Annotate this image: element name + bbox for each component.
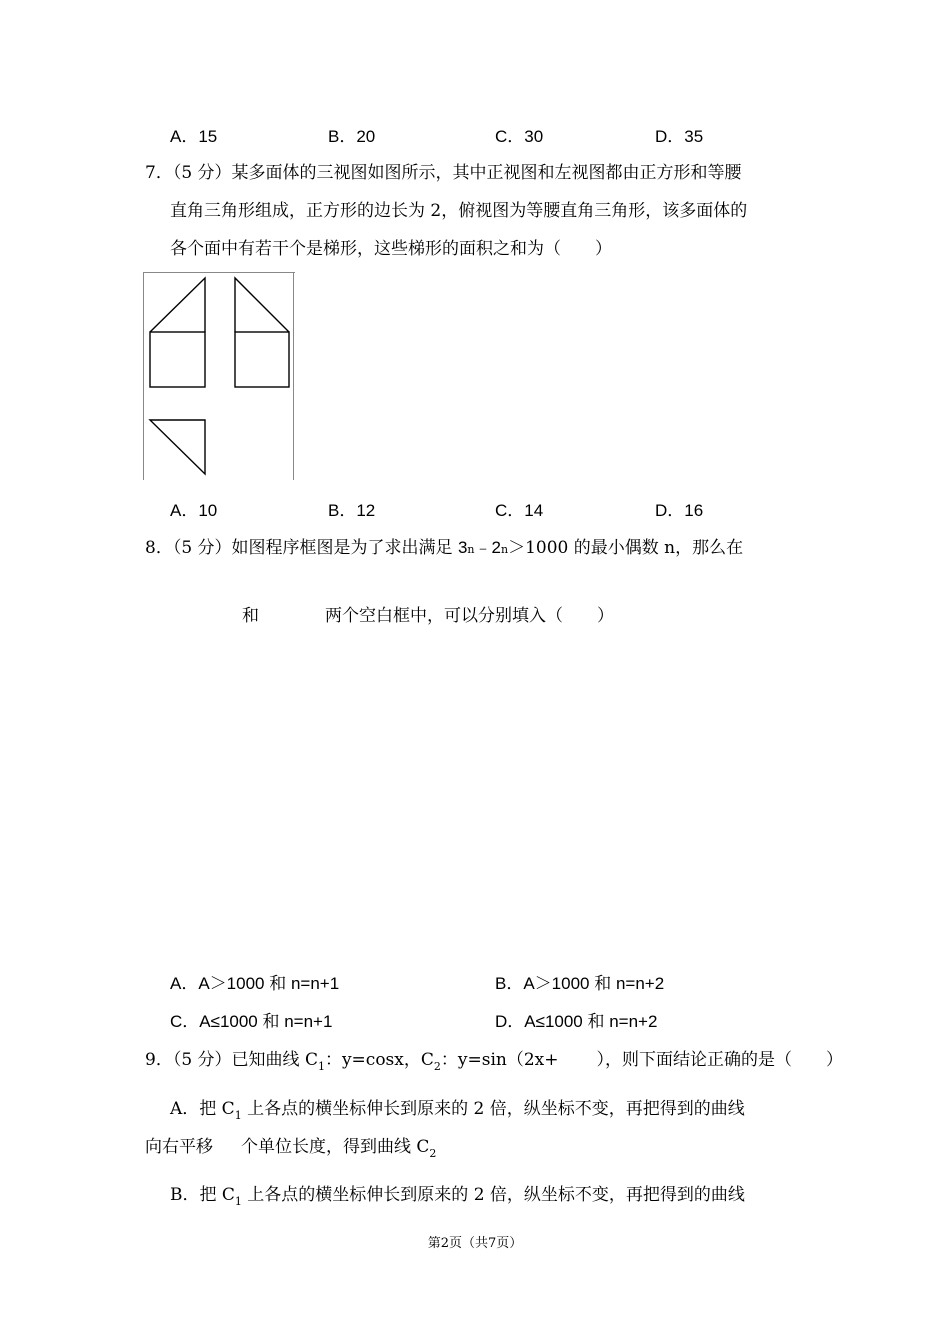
q7-stem-line2: 直角三角形组成，正方形的边长为 2，俯视图为等腰直角三角形，该多面体的 (170, 201, 748, 221)
q7-option-c: C．14 (495, 501, 544, 520)
q7-option-d: D．16 (655, 501, 704, 520)
q7-option-b: B．12 (328, 501, 376, 520)
q7-option-a: A．10 (170, 501, 218, 520)
side-view (235, 278, 289, 387)
q6-option-d: D．35 (655, 127, 704, 146)
q9-option-b-line1: B．把 $C_1$ 上各点的横坐标伸长到原来的 2 倍，纵坐标不变，再把得到的曲线 (170, 1185, 745, 1208)
q8-option-a: A．A＞1000 和 n=n+1 (170, 974, 340, 993)
q6-option-c: C．30 (495, 127, 544, 146)
q9-option-a-line2: 向右平移 个单位长度，得到曲线 $C_2$ (145, 1137, 437, 1160)
three-view-figure (143, 272, 295, 480)
q7-stem-line3: 各个面中有若干个是梯形，这些梯形的面积之和为（ ） (170, 239, 612, 259)
top-view (150, 420, 205, 474)
q8-stem-line2-b: 两个空白框中，可以分别填入（ ） (325, 606, 614, 626)
front-view (150, 278, 205, 387)
q8-option-b: B．A＞1000 和 n=n+2 (495, 974, 665, 993)
q8-stem-line1: 8．（5 分）如图程序框图是为了求出满足 3n﹣2n＞1000 的最小偶数 n，那么在 (145, 538, 744, 558)
q8-option-c: C．A≤1000 和 n=n+1 (170, 1012, 333, 1031)
q8-option-d: D．A≤1000 和 n=n+2 (495, 1012, 658, 1031)
q9-stem: 9．（5 分）已知曲线 $C_1$：y=cosx，$C_2$：y=sin（2x+ ），则下面结论正确的是（ ） (145, 1050, 843, 1073)
page-footer: 第2页（共7页） (427, 1236, 523, 1251)
q9-option-a-line1: A．把 $C_1$ 上各点的横坐标伸长到原来的 2 倍，纵坐标不变，再把得到的曲线 (170, 1099, 745, 1122)
q6-option-b: B．20 (328, 127, 376, 146)
q8-stem-line2-a: 和 (242, 606, 259, 626)
q6-option-a: A．15 (170, 127, 218, 146)
q7-stem-line1: 7．（5 分）某多面体的三视图如图所示，其中正视图和左视图都由正方形和等腰 (145, 163, 742, 183)
